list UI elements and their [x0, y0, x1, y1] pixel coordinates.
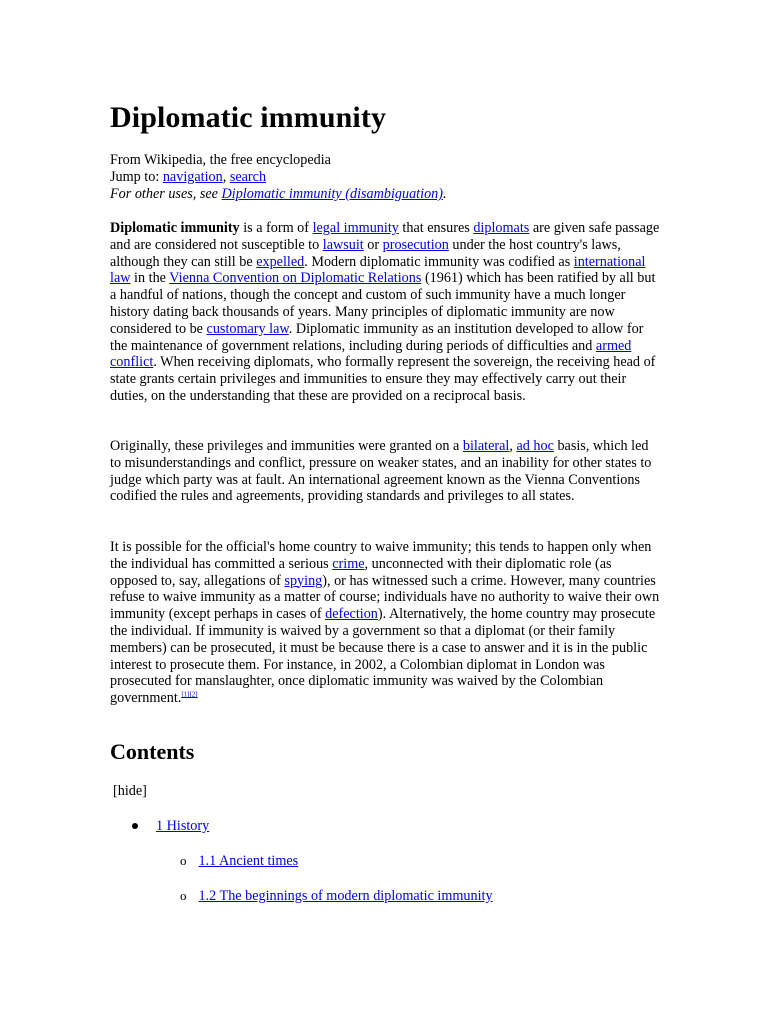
- circle-bullet-icon: o: [180, 853, 187, 868]
- text: ). Alternatively, the home country may prosecute the individual. If immunity is waived by a government so that a diplomat (or their family members) can be prosecuted, it must be because there is a case to answer and it is in the public interest to prosecute them. For instance, in 2002, a Colombian diplomat in London was prosecuted for manslaughter, once diplomatic immunity was waived by the Colombian government.: [110, 606, 656, 707]
- hatnote-prefix: For other uses, see: [110, 186, 222, 202]
- text: . Diplomatic immunity as an institution developed to allow for the maintenance of government relations, including during periods of difficulties and: [110, 320, 644, 354]
- toc-link-history[interactable]: 1 History: [156, 818, 210, 834]
- reference-link[interactable]: [1][2]: [181, 690, 198, 699]
- lead-term: Diplomatic immunity: [110, 220, 240, 236]
- armed-conflict-link[interactable]: armed conflict: [110, 337, 632, 371]
- expelled-link[interactable]: expelled: [256, 253, 305, 270]
- diplomats-link[interactable]: diplomats: [473, 220, 530, 236]
- text: . Modern diplomatic immunity was codified as: [304, 253, 574, 270]
- toc-item: [180, 888, 493, 905]
- disambiguation-link[interactable]: Diplomatic immunity (disambiguation): [221, 186, 443, 202]
- ad-hoc-link[interactable]: ad hoc: [516, 438, 554, 454]
- crime-link[interactable]: crime: [332, 555, 365, 572]
- bilateral-link[interactable]: bilateral: [462, 438, 510, 454]
- customary-law-link[interactable]: customary law: [206, 320, 289, 337]
- text: ,: [509, 438, 517, 454]
- circle-bullet-icon: o: [180, 888, 187, 903]
- hatnote-suffix: .: [442, 186, 447, 202]
- text: (1961) which has been ratified by all but a handful of nations, though the concept and custom of such immunity have a much longer history dating back thousands of years. Many principles of diplomatic immunity are now considered to be: [110, 270, 656, 337]
- navigation-link[interactable]: navigation: [162, 169, 223, 185]
- toc-link-ancient-times[interactable]: 1.1 Ancient times: [198, 853, 299, 869]
- paragraph-origins: [110, 438, 660, 505]
- text: , unconnected with their diplomatic role (as opposed to, say, allegations of: [110, 555, 612, 589]
- text: Originally, these privileges and immunities were granted on a: [110, 438, 463, 454]
- international-law-link[interactable]: international law: [110, 253, 646, 287]
- paragraph-waiver: [110, 539, 660, 707]
- paragraph-intro: [110, 220, 660, 405]
- text: are given safe passage and are considered not susceptible to: [110, 220, 660, 253]
- text: . When receiving diplomats, who formally represent the sovereign, the receiving head of state grants certain privileges and immunities to ensure they may effectively carry out their duties, on the understanding that these are provided on a reciprocal basis.: [110, 354, 656, 404]
- text: basis, which led to misunderstandings and conflict, pressure on weaker states, and an inability for other states to judge which party was at fault. An international agreement known as the Vienna Conventions codified the rules and agreements, providing standards and privileges to all states.: [110, 438, 652, 505]
- text: ), or has witnessed such a crime. However, many countries refuse to waive immunity as a matter of course; individuals have no authority to waive their own immunity (except perhaps in cases of: [110, 572, 660, 623]
- text: It is possible for the official's home country to waive immunity; this tends to happen only when the individual has committed a serious: [110, 539, 652, 572]
- site-sub: From Wikipedia, the free encyclopedia: [110, 152, 331, 168]
- text: is a form of: [239, 220, 313, 236]
- text: that ensures: [398, 220, 474, 236]
- search-link[interactable]: search: [229, 169, 267, 185]
- page-title: Diplomatic immunity: [110, 101, 387, 134]
- toc-hide-toggle[interactable]: [hide]: [113, 783, 147, 799]
- spying-link[interactable]: spying: [284, 572, 323, 589]
- jump-prefix: Jump to:: [110, 169, 163, 185]
- hatnote: [110, 186, 447, 203]
- defection-link[interactable]: defection: [325, 606, 378, 623]
- toc-item: [180, 853, 298, 870]
- lawsuit-link[interactable]: lawsuit: [322, 236, 364, 253]
- toc-link-modern-immunity[interactable]: 1.2 The beginnings of modern diplomatic immunity: [198, 888, 493, 904]
- jump-separator: ,: [222, 169, 230, 185]
- text: or: [363, 236, 383, 253]
- prosecution-link[interactable]: prosecution: [382, 236, 449, 253]
- text: in the: [130, 270, 170, 287]
- legal-immunity-link[interactable]: legal immunity: [312, 220, 399, 236]
- toc-item: [132, 818, 209, 835]
- contents-heading: Contents: [110, 739, 195, 764]
- text: under the host country's laws, although they can still be: [110, 236, 621, 270]
- bullet-icon: [132, 823, 138, 829]
- vienna-convention-link[interactable]: Vienna Convention on Diplomatic Relations: [169, 270, 422, 287]
- jump-to: [110, 169, 266, 186]
